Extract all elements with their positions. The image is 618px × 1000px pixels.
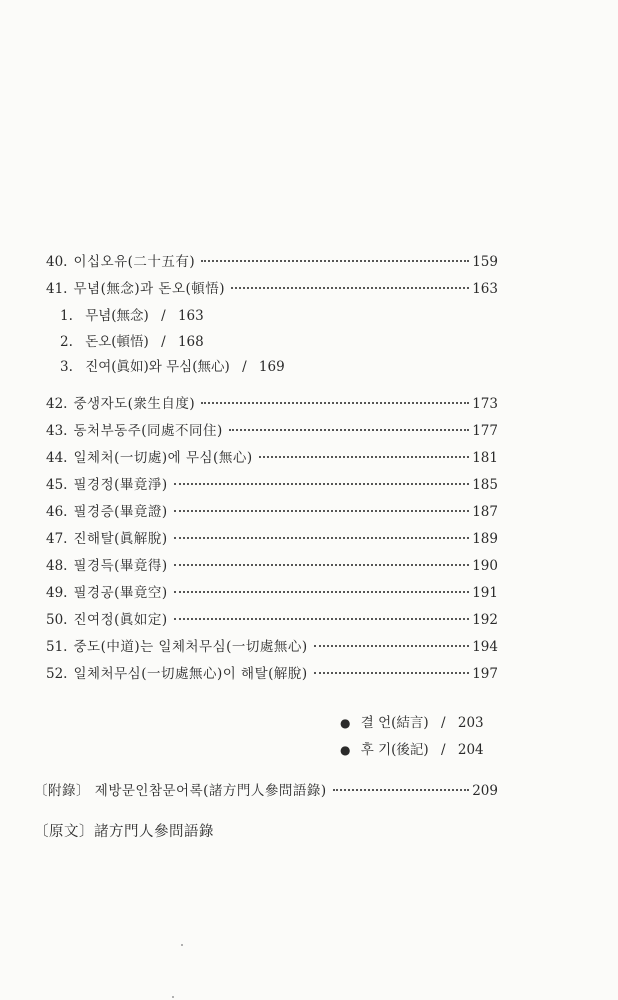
dot-leader (174, 483, 470, 485)
dot-leader (201, 402, 469, 404)
toc-subentry-1[interactable] (60, 306, 204, 326)
dot-leader (314, 672, 470, 674)
entry-page: 189 (472, 531, 498, 547)
entry-number: 43. (46, 423, 68, 439)
subentry-page: 168 (177, 334, 204, 350)
toc-entry-41[interactable] (46, 279, 498, 299)
toc-subentry-3[interactable] (60, 357, 285, 377)
bullet-icon: ● (340, 743, 351, 757)
dot-leader (174, 564, 470, 566)
appendix-page: 209 (472, 783, 498, 799)
toc-entry-46[interactable] (46, 502, 498, 522)
entry-page: 197 (472, 666, 498, 682)
entry-number: 50. (46, 612, 68, 628)
dot-leader (314, 645, 470, 647)
entry-title: 일체처(一切處)에 무심(無心) (73, 450, 253, 466)
toc-entry-47[interactable] (46, 529, 498, 549)
entry-number: 46. (46, 504, 68, 520)
subentry-separator: / (161, 308, 166, 324)
subentry-number: 2. (60, 334, 73, 350)
entry-title: 필경정(畢竟淨) (73, 477, 168, 493)
entry-page: 191 (472, 585, 498, 601)
entry-page: 173 (472, 396, 498, 412)
entry-number: 49. (46, 585, 68, 601)
dot-leader (174, 537, 470, 539)
subentry-separator: / (242, 359, 247, 375)
toc-entry-43[interactable] (46, 421, 498, 441)
subentry-number: 3. (60, 359, 73, 375)
dot-leader (333, 789, 470, 791)
entry-number: 41. (46, 281, 68, 297)
entry-title: 동처부동주(同處不同住) (73, 423, 223, 439)
subentry-page: 169 (258, 359, 285, 375)
entry-page: 192 (472, 612, 498, 628)
paper-speck (181, 944, 183, 946)
subentry-title: 돈오(頓悟) (85, 334, 149, 350)
toc-entry-49[interactable] (46, 583, 498, 603)
subentry-number: 1. (60, 308, 73, 324)
entry-title: 이십오유(二十五有) (73, 254, 196, 270)
entry-number: 40. (46, 254, 68, 270)
closing-separator: / (441, 715, 446, 731)
toc-entry-48[interactable] (46, 556, 498, 576)
toc-appendix[interactable] (34, 781, 498, 801)
toc-entry-45[interactable] (46, 475, 498, 495)
subentry-title: 진여(眞如)와 무심(無心) (85, 359, 230, 375)
dot-leader (174, 591, 470, 593)
toc-entry-40[interactable] (46, 252, 498, 272)
toc-entry-42[interactable] (46, 394, 498, 414)
entry-title: 진여정(眞如定) (73, 612, 168, 628)
toc-closing-words[interactable] (340, 713, 484, 733)
entry-title: 필경공(畢竟空) (73, 585, 168, 601)
dot-leader (231, 287, 469, 289)
toc-original-text[interactable] (34, 822, 214, 842)
entry-title: 진해탈(眞解脫) (73, 531, 168, 547)
entry-number: 47. (46, 531, 68, 547)
entry-number: 51. (46, 639, 68, 655)
dot-leader (229, 429, 469, 431)
toc-entry-44[interactable] (46, 448, 498, 468)
appendix-title: 〔附錄〕 제방문인참문어록(諸方門人參問語錄) (34, 783, 327, 799)
entry-page: 194 (472, 639, 498, 655)
entry-title: 중도(中道)는 일체처무심(一切處無心) (73, 639, 308, 655)
closing-title: 후 기(後記) (360, 742, 429, 758)
bullet-icon: ● (340, 716, 351, 730)
entry-title: 중생자도(衆生自度) (73, 396, 196, 412)
subentry-page: 163 (177, 308, 204, 324)
dot-leader (174, 510, 470, 512)
toc-subentry-2[interactable] (60, 332, 204, 352)
dot-leader (201, 260, 469, 262)
entry-page: 163 (472, 281, 498, 297)
entry-number: 52. (46, 666, 68, 682)
entry-page: 185 (472, 477, 498, 493)
closing-title: 결 언(結言) (360, 715, 429, 731)
dot-leader (259, 456, 470, 458)
entry-title: 무념(無念)과 돈오(頓悟) (73, 281, 226, 297)
paper-speck (172, 996, 174, 998)
toc-entry-50[interactable] (46, 610, 498, 630)
entry-page: 177 (472, 423, 498, 439)
toc-entry-52[interactable] (46, 664, 498, 684)
entry-page: 187 (472, 504, 498, 520)
subentry-separator: / (161, 334, 166, 350)
closing-page: 204 (457, 742, 484, 758)
subentry-title: 무념(無念) (85, 308, 149, 324)
entry-number: 44. (46, 450, 68, 466)
entry-title: 필경득(畢竟得) (73, 558, 168, 574)
entry-page: 159 (472, 254, 498, 270)
closing-page: 203 (457, 715, 484, 731)
entry-number: 45. (46, 477, 68, 493)
dot-leader (174, 618, 470, 620)
entry-title: 일체처무심(一切處無心)이 해탈(解脫) (73, 666, 308, 682)
entry-number: 42. (46, 396, 68, 412)
toc-entry-51[interactable] (46, 637, 498, 657)
entry-number: 48. (46, 558, 68, 574)
closing-separator: / (441, 742, 446, 758)
entry-title: 필경증(畢竟證) (73, 504, 168, 520)
entry-page: 181 (472, 450, 498, 466)
original-text-title: 〔原文〕諸方門人參問語錄 (34, 824, 214, 840)
entry-page: 190 (472, 558, 498, 574)
toc-afterword[interactable] (340, 740, 484, 760)
